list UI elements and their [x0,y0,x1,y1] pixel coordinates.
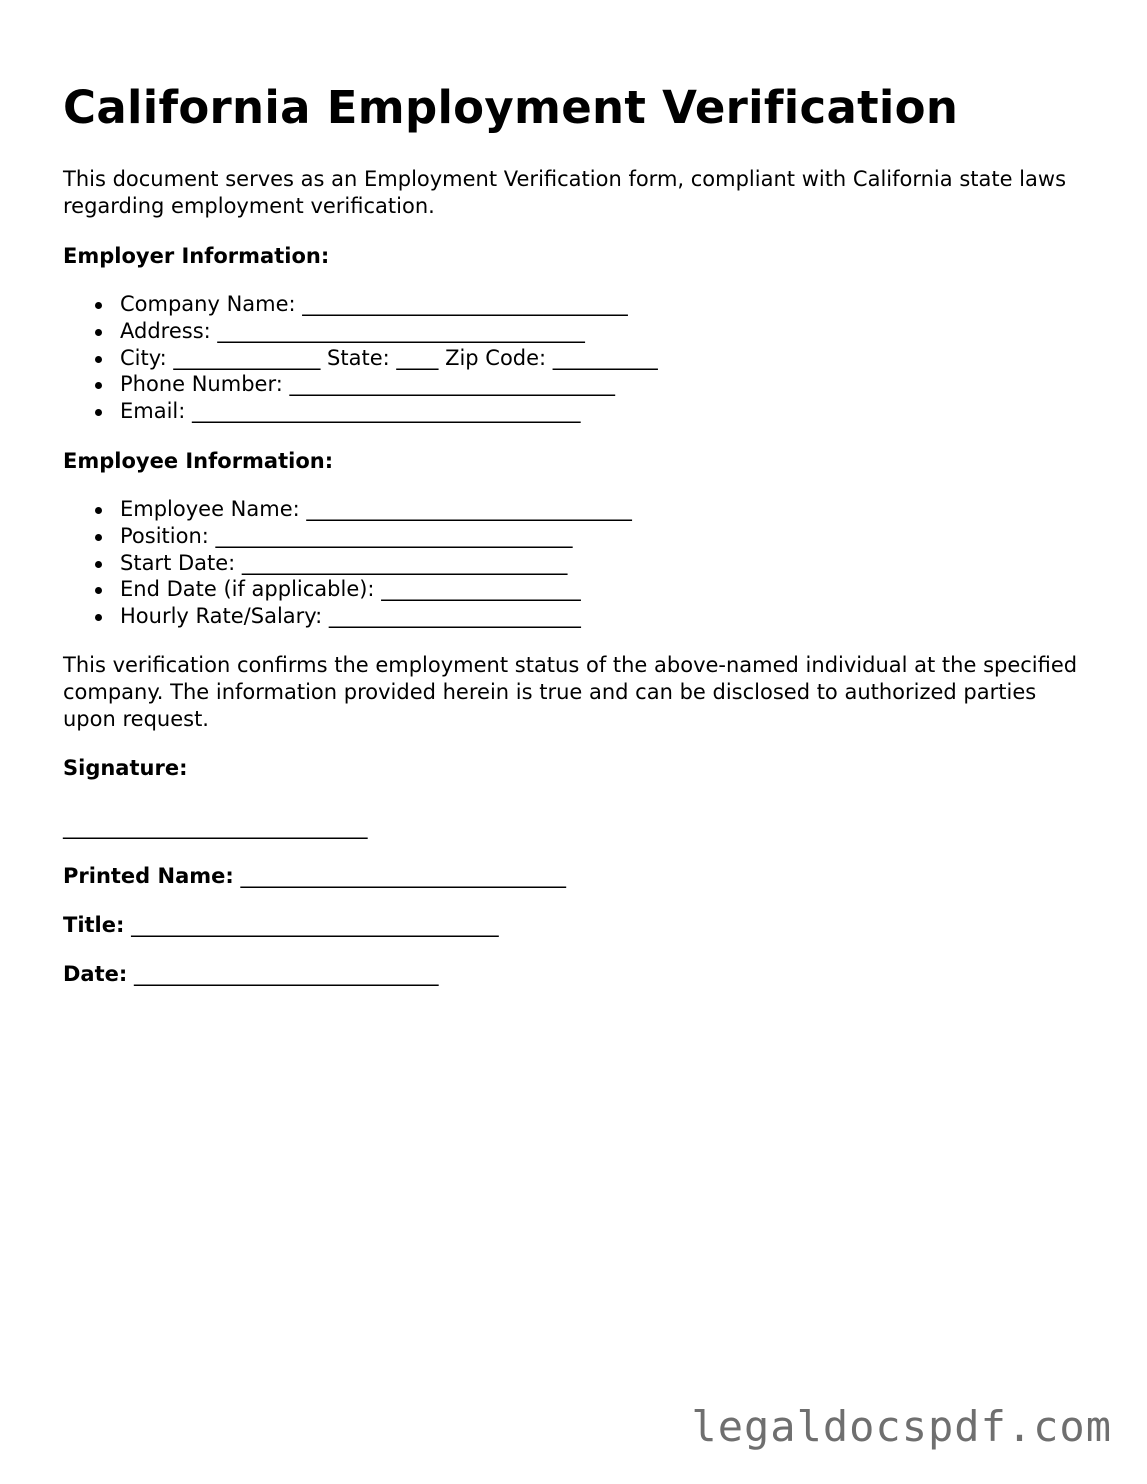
printed-name-line[interactable]: _______________________________ [240,863,566,888]
printed-name-label: Printed Name: [63,863,234,888]
printed-name-row [63,863,1093,890]
signature-heading: Signature: [63,755,188,780]
employer-heading: Employer Information: [63,244,330,268]
date-field-line[interactable]: _____________________________ [133,961,439,986]
employee-field-list [63,496,1093,630]
city-state-zip-field[interactable]: City: ______________ State: ____ Zip Code: __________ [120,345,1093,372]
phone-number-field[interactable]: Phone Number: _______________________________ [120,371,1093,398]
document-title: California Employment Verification [63,81,959,134]
date-label: Date: [63,961,128,986]
watermark-text: legaldocspdf.com [691,1402,1112,1451]
document-page [63,80,1093,988]
end-date-field[interactable]: End Date (if applicable): ___________________ [120,576,1093,603]
title-row [63,912,1093,939]
date-row [63,961,1093,988]
employer-field-list [63,291,1093,425]
hourly-rate-salary-field[interactable]: Hourly Rate/Salary: ________________________ [120,603,1093,630]
title-label: Title: [63,912,125,937]
confirmation-paragraph: This verification confirms the employment status of the above-named individual at the specified company. The information provided herein is true and can be disclosed to authorized parties upon request. [63,652,1078,731]
intro-paragraph: This document serves as an Employment Verification form, compliant with California state laws regarding employment verification. [63,167,1067,218]
title-field-line[interactable]: ___________________________________ [131,912,499,937]
start-date-field[interactable]: Start Date: _______________________________ [120,550,1093,577]
email-field[interactable]: Email: _____________________________________ [120,398,1093,425]
position-field[interactable]: Position: __________________________________ [120,523,1093,550]
address-field[interactable]: Address: ___________________________________ [120,318,1093,345]
employee-heading: Employee Information: [63,448,334,473]
employee-name-field[interactable]: Employee Name: _______________________________ [120,496,1093,523]
company-name-field[interactable]: Company Name: _______________________________ [120,291,1093,318]
signature-line[interactable]: _____________________________ [63,814,368,839]
